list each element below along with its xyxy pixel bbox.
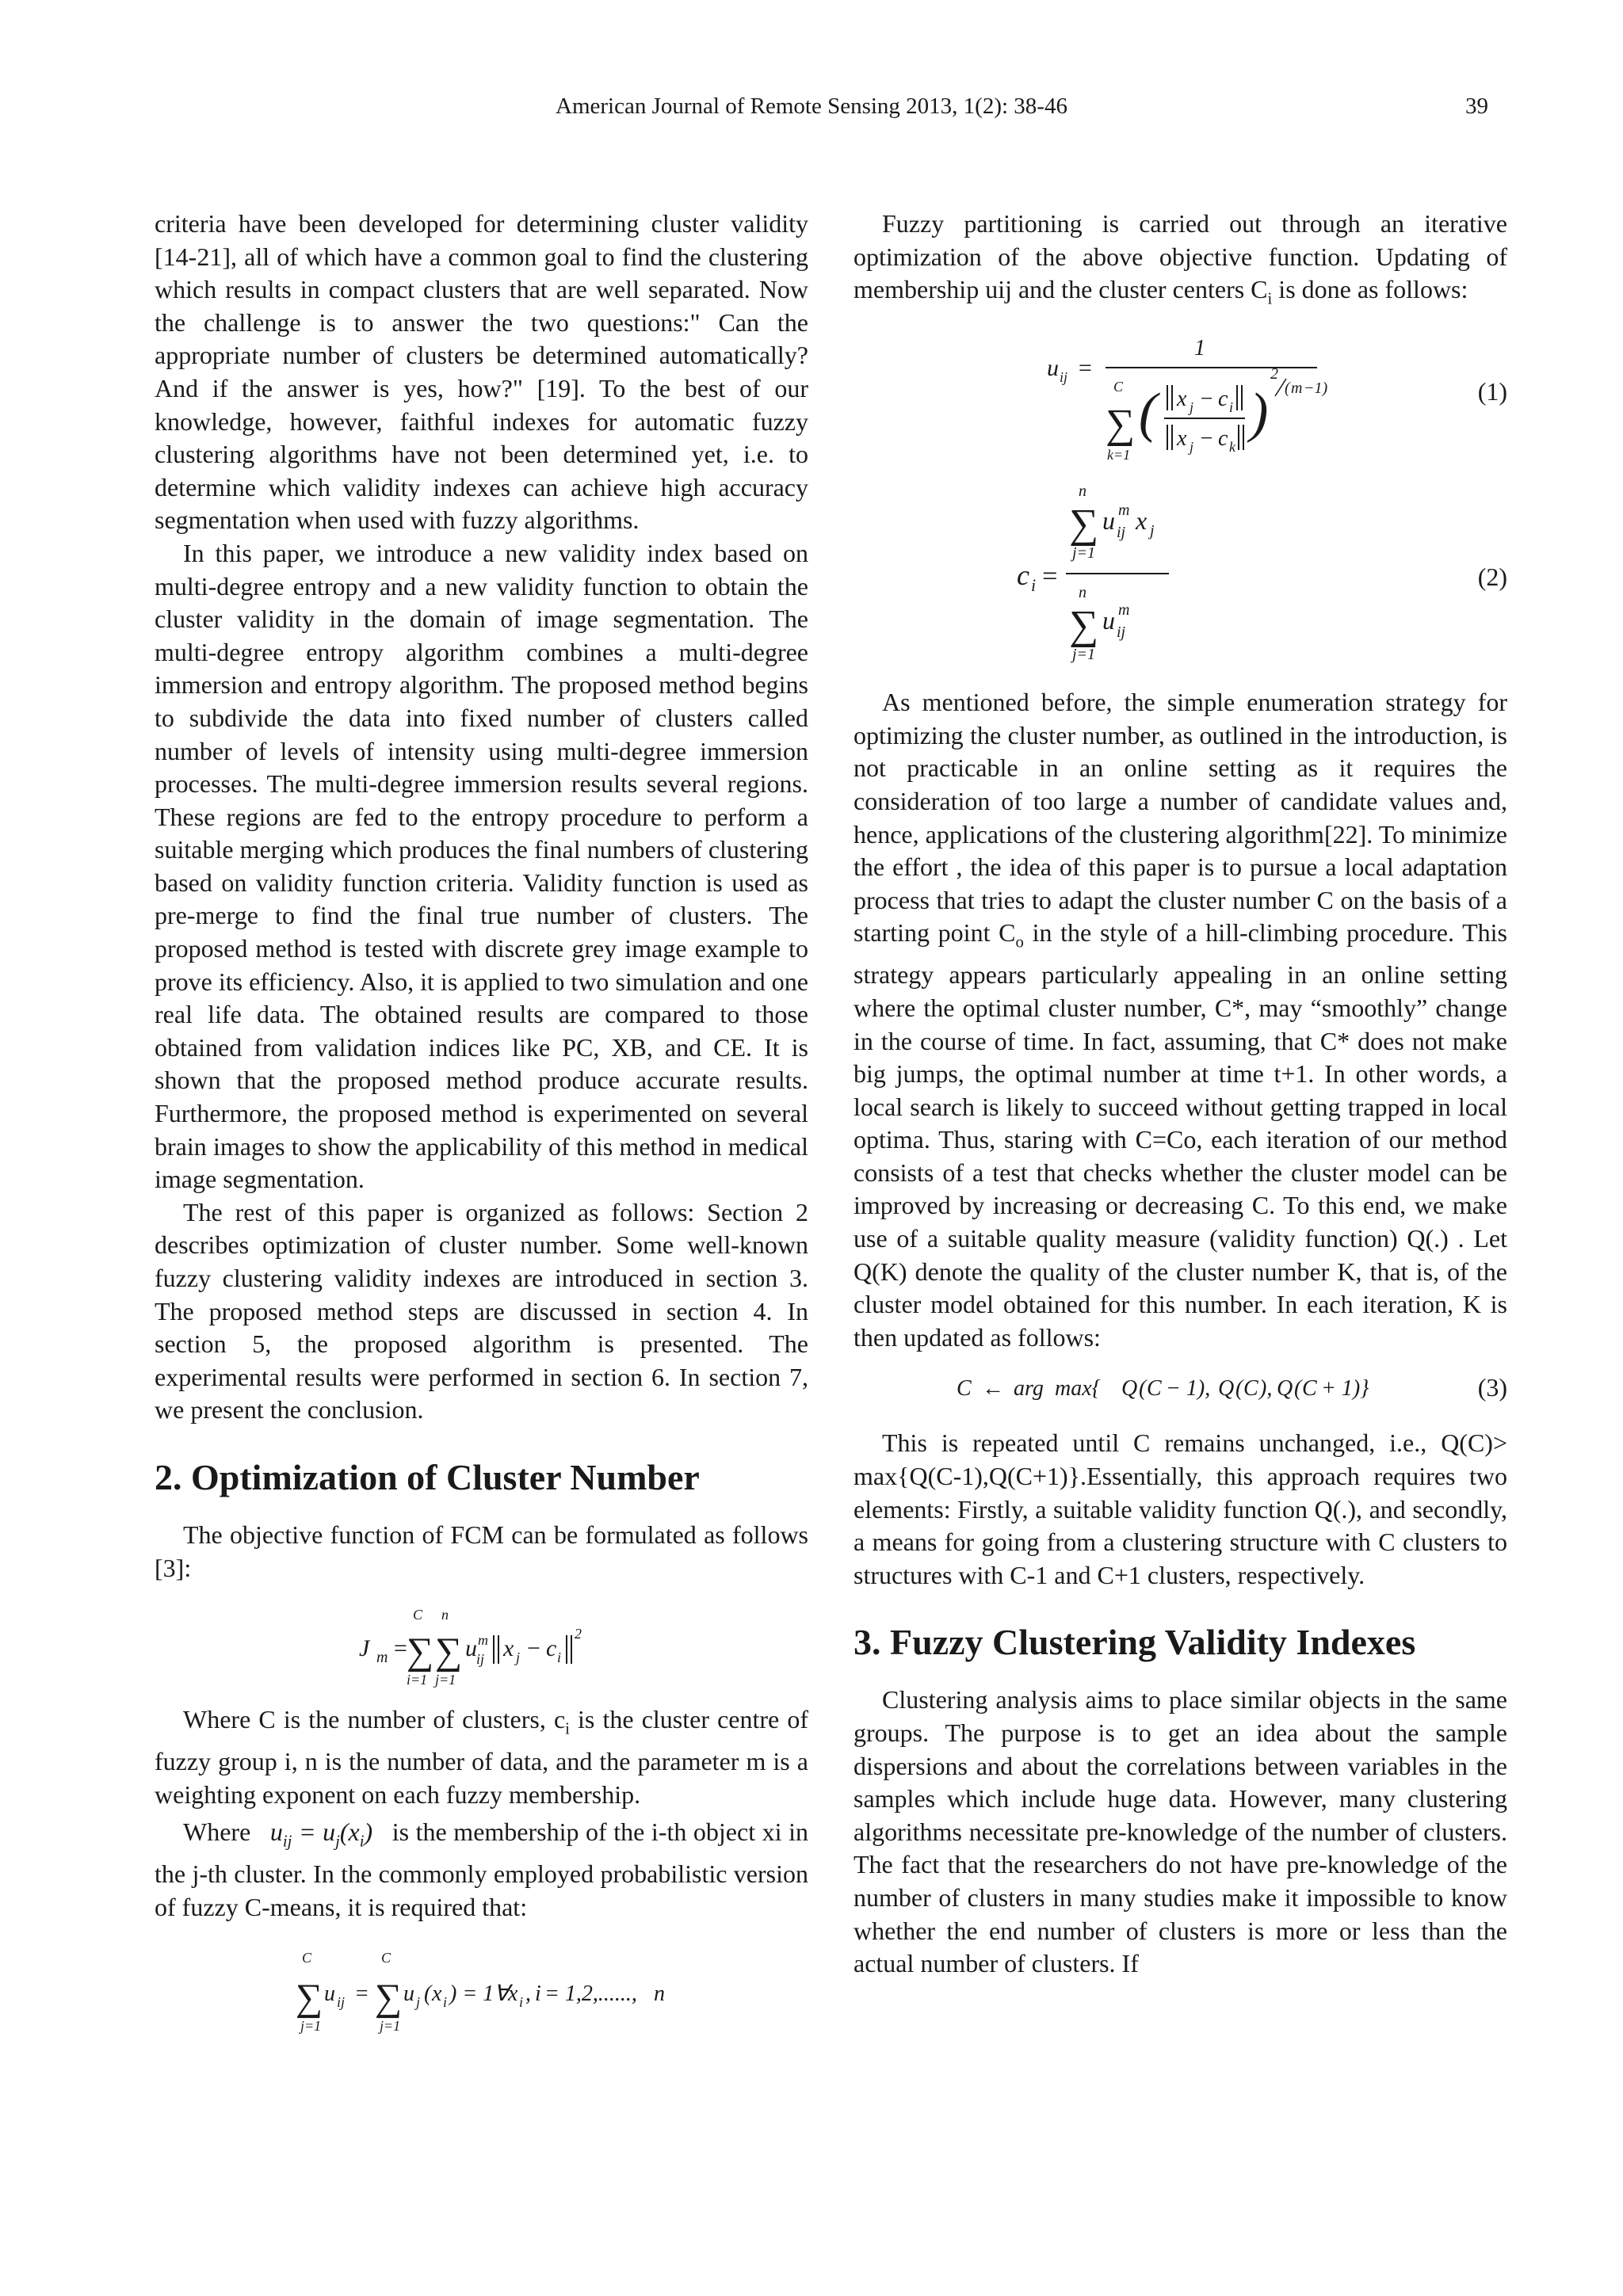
svg-text:c: c [1218,426,1228,452]
svg-text:i: i [1031,575,1037,596]
svg-text:J: J [359,1635,370,1662]
svg-text:(: ( [424,1981,432,2006]
svg-text:−: − [525,1635,542,1662]
svg-text:u: u [465,1635,477,1662]
svg-text:j=1: j=1 [1072,544,1096,563]
svg-text:2: 2 [575,1626,582,1642]
left-column [155,208,808,2037]
svg-text:∑: ∑ [407,1630,434,1673]
svg-text:Q: Q [1277,1376,1293,1402]
right-column [854,208,1507,1981]
equation-2-graphic [854,479,1507,669]
text-run: in the style of a hill-climbing procedure. This strategy appears particularly appealing in an online setting where the optimal cluster number, C*, may “smoothly” change in the course of time. In fact, assuming, that C* does not make big jumps, the optimal number at time t+1. In other words, a local search is likely to succeed without getting trapped in local optima. Thus, staring with C=Co, each iteration of our method consists of a test that checks whether the cluster model can be improved by increasing or decreasing C. To this end, we make use of a suitable quality measure (validity function) Q(.) . Let Q(K) denote the quality of the cluster number K, that is, of the cluster model obtained for this number. In each iteration, K is then updated as follows: [854,918,1507,1352]
svg-text:j=1: j=1 [435,1672,456,1688]
svg-text:=: = [392,1635,409,1662]
svg-text:∑: ∑ [375,1976,403,2019]
equation-1-graphic [854,326,1507,469]
svg-text:C: C [413,1607,423,1623]
svg-text:i: i [443,1993,448,2010]
page-number: 39 [1465,93,1488,119]
svg-text:),: ), [1259,1376,1273,1402]
svg-text:C: C [1113,379,1124,395]
svg-text:∑: ∑ [1069,603,1099,649]
svg-text:n: n [1079,584,1086,602]
svg-text:C: C [381,1949,391,1966]
svg-text:j=1: j=1 [380,2017,401,2034]
svg-text:j: j [1150,522,1155,540]
equation-3-graphic [854,1363,1507,1413]
svg-text:x: x [1136,506,1148,536]
svg-text:i: i [1229,399,1234,416]
paragraph [155,1816,808,1924]
svg-text:(: ( [1235,1376,1243,1402]
paragraph [155,1703,808,1811]
svg-text:m: m [1291,379,1303,398]
paragraph [854,208,1507,315]
svg-text:ij: ij [1117,524,1126,542]
svg-text:c: c [1017,559,1029,592]
journal-title: American Journal of Remote Sensing 2013, 1(2): 38-46 [556,93,1067,119]
svg-text:x: x [432,1981,442,2006]
svg-text:x: x [503,1635,514,1662]
equation-number: (1) [1477,377,1507,406]
paragraph: This is repeated until C remains unchanged, i.e., Q(C)> max{Q(C-1),Q(C+1)}.Essentially, this approach requires two elements: Firstly, a suitable validity function Q(.), and secondly, a means for going from a clustering structure with C clusters to structures with C-1 and C+1 clusters, respectively. [854,1428,1507,1589]
svg-text:x: x [508,1981,518,2006]
svg-text:max{: max{ [1055,1376,1101,1402]
svg-text:u: u [324,1981,335,2006]
equation-number: (3) [1477,1373,1507,1402]
svg-text:(: ( [1139,383,1158,444]
svg-text:n: n [441,1607,449,1623]
subscript: i [1267,289,1273,308]
text-run: As mentioned before, the simple enumeration strategy for optimizing the cluster number, as outlined in the introduction, is not practicable in an online setting as it requires the consideration of too large a number of candidate values and, hence, applications of the clustering algorithm[22]. To minimize the effort , the idea of this paper is to pursue a local adaptation process that tries to adapt the cluster number C on the basis of a starting point C [854,688,1507,948]
svg-text:−: − [1199,387,1214,412]
paragraph: criteria have been developed for determining cluster validity [14-21], all of which have a common goal to find the clustering which results in compact clusters that are well separated. Now the challenge is to answer the two questions:" Can the appropriate number of clusters be determined automatically? And if the answer is yes, how?" [19]. To the best of our knowledge, however, faithful indexes for automatic fuzzy clustering algorithms have not been determined yet, i.e. to determine which validity indexes can achieve high accuracy segmentation when used with fuzzy algorithms. [155,209,808,535]
svg-text:∑: ∑ [296,1976,323,2019]
running-header [0,93,1623,125]
svg-text:u: u [1102,606,1115,635]
text-run: is the membership of the i-th object xi in the j-th cluster. In the commonly employed probabilistic version of fuzzy C-means, it is required that: [155,1817,809,1921]
svg-text:u: u [403,1981,414,2006]
svg-text:ij: ij [1060,369,1068,386]
svg-text:(: ( [1294,1376,1302,1402]
svg-text:C: C [1302,1376,1317,1402]
svg-text:u: u [1102,506,1115,536]
svg-text:m: m [376,1649,388,1667]
paragraph: The objective function of FCM can be formulated as follows [3]: [155,1520,808,1582]
svg-text:n: n [654,1981,665,2006]
svg-text:j: j [516,1650,521,1666]
svg-text:m: m [1118,601,1130,620]
svg-text:c: c [546,1635,557,1662]
svg-text:− 1),: − 1), [1166,1376,1211,1402]
equation-constraint-graphic [155,1942,808,2037]
svg-text:=: = [354,1981,369,2006]
section-heading: 3. Fuzzy Clustering Validity Indexes [854,1622,1416,1663]
svg-text:Q: Q [1121,1376,1138,1402]
svg-text:−: − [1199,426,1214,452]
svg-text:u: u [1047,355,1059,382]
equation-jm-graphic [155,1597,808,1692]
svg-text:): ) [1250,383,1269,444]
text-run: Where C is the number of clusters, c [183,1705,566,1734]
svg-text:Q: Q [1218,1376,1235,1402]
svg-text:n: n [1079,482,1086,501]
svg-text:k=1: k=1 [1107,447,1131,463]
paragraph: The rest of this paper is organized as follows: Section 2 describes optimization of cluster number. Some well-known fuzzy clustering validity indexes are introduced in section 3. The proposed method steps are discussed in section 4. In section 5, the proposed algorithm is presented. The experimental results were performed in section 6. In section 7, we present the conclusion. [155,1197,808,1425]
subscript: o [1015,933,1024,952]
svg-text:←: ← [982,1376,1004,1402]
svg-text:m: m [478,1632,488,1649]
svg-text:C: C [1243,1376,1258,1402]
cluster-center-equation [854,479,1507,669]
svg-text:x: x [1177,426,1187,452]
svg-text:j=1: j=1 [1072,646,1096,664]
svg-text:C: C [302,1949,312,1966]
svg-text:k: k [1229,439,1235,456]
svg-text:∑: ∑ [435,1630,463,1673]
svg-text:j=1: j=1 [300,2017,322,2034]
subscript: i [565,1719,570,1738]
svg-text:) = 1∀: ) = 1∀ [449,1981,510,2006]
svg-text:j: j [1190,439,1194,456]
svg-text:m: m [1118,502,1130,520]
svg-text:=: = [1077,355,1094,382]
svg-text:i: i [557,1650,562,1666]
update-rule-equation [854,1363,1507,1413]
constraint-equation [155,1942,808,2037]
text-run: is the cluster centre of fuzzy group i, n is the number of data, and the parameter m is a weighting exponent on each fuzzy membership. [155,1705,809,1809]
svg-text:,: , [525,1981,531,2006]
svg-text:(: ( [1285,379,1290,398]
svg-text:C: C [957,1376,972,1402]
svg-text:= 1,2,......,: = 1,2,......, [544,1981,637,2006]
membership-update-equation [854,326,1507,469]
section-heading: 2. Optimization of Cluster Number [155,1456,700,1497]
membership-inline-equation: $u_{ij} = u_j(x_i)$ [269,1817,373,1851]
svg-text:ij: ij [476,1651,485,1668]
svg-text:x: x [1177,387,1187,412]
objective-function-equation [155,1597,808,1692]
svg-text:j: j [416,1993,421,2010]
paragraph [854,686,1507,1354]
svg-text:(: ( [1139,1376,1147,1402]
text-run: Where [183,1817,251,1847]
svg-text:c: c [1218,387,1228,412]
svg-text:∑: ∑ [1069,502,1099,547]
svg-text:ij: ij [1117,624,1126,642]
svg-text:−1): −1) [1304,379,1328,398]
svg-text:∑: ∑ [1106,402,1136,448]
svg-text:1: 1 [1194,336,1205,361]
paragraph: In this paper, we introduce a new validity index based on multi-degree entropy and a new validity function to obtain the cluster validity in the domain of image segmentation. The multi-degree entropy algorithm combines a multi-degree immersion and entropy algorithm. The proposed method begins to subdivide the data into fixed number of clusters called number of levels of intensity using multi-degree immersion processes. The multi-degree immersion results several regions. These regions are fed to the entropy procedure to perform a suitable merging which produces the final numbers of clustering based on validity function criteria. Validity function is used as pre-merge to find the final true number of clusters. The proposed method is tested with discrete grey image example to prove its efficiency. Also, it is applied to two simulation and one real life data. The obtained results are compared to those obtained from validation indices like PC, XB, and CE. It is shown that the proposed method produce accurate results. Furthermore, the proposed method is experimented on several brain images to show the applicability of this method in medical image segmentation. [155,538,808,1194]
svg-text:C: C [1147,1376,1162,1402]
svg-text:j: j [1190,399,1194,416]
svg-text:2: 2 [1270,365,1278,383]
svg-text:+ 1)}: + 1)} [1321,1376,1369,1402]
svg-text:ij: ij [337,1993,346,2010]
paragraph: Clustering analysis aims to place similar objects in the same groups. The purpose is to get an idea about the sample dispersions and about the correlations between variables in the samples which include huge data. However, many clustering algorithms necessitate pre-knowledge of the number of clusters. The fact that the researchers do not have pre-knowledge of the number of clusters in many studies make it impossible to know whether the end number of clusters is more or less than the actual number of clusters. If [854,1685,1507,1978]
svg-text:arg: arg [1014,1376,1044,1402]
svg-text:i=1: i=1 [407,1672,428,1688]
svg-text:i: i [535,1981,541,2006]
svg-text:=: = [1041,562,1059,592]
svg-text:i: i [519,1993,524,2010]
text-run: Fuzzy partitioning is carried out through an iterative optimization of the above objective function. Updating of membership uij and the cluster centers C [854,209,1507,304]
equation-number: (2) [1477,563,1507,592]
text-run: is done as follows: [1272,275,1468,304]
